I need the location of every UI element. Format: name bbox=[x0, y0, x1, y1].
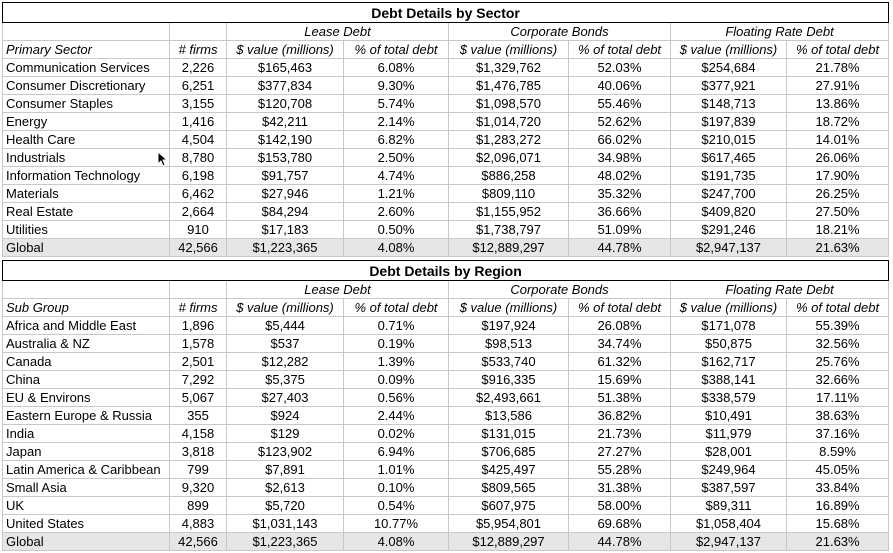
data-cell[interactable]: 8,780 bbox=[170, 149, 227, 167]
data-cell[interactable]: 3,818 bbox=[170, 443, 227, 461]
data-cell[interactable]: $5,720 bbox=[227, 497, 344, 515]
data-cell[interactable]: 9,320 bbox=[170, 479, 227, 497]
table-row bbox=[3, 149, 889, 167]
data-cell[interactable]: $2,493,661 bbox=[449, 389, 569, 407]
data-cell[interactable]: $13,586 bbox=[449, 407, 569, 425]
sector-header-cell[interactable]: # firms bbox=[170, 41, 227, 59]
total-cell[interactable]: $2,947,137 bbox=[671, 533, 787, 551]
row-label-cell[interactable]: Industrials bbox=[3, 149, 170, 167]
data-cell[interactable]: 32.66% bbox=[787, 371, 889, 389]
data-cell[interactable]: 51.38% bbox=[569, 389, 671, 407]
data-cell[interactable]: $153,780 bbox=[227, 149, 344, 167]
row-label-cell[interactable]: Consumer Discretionary bbox=[3, 77, 170, 95]
region-title[interactable]: Debt Details by Region bbox=[3, 261, 889, 281]
data-cell[interactable]: $409,820 bbox=[671, 203, 787, 221]
region-header-cell[interactable]: % of total debt bbox=[344, 299, 449, 317]
table-row bbox=[3, 131, 889, 149]
data-cell[interactable]: $5,375 bbox=[227, 371, 344, 389]
data-cell[interactable]: 1.21% bbox=[344, 185, 449, 203]
data-cell[interactable]: $131,015 bbox=[449, 425, 569, 443]
data-cell[interactable]: 6,198 bbox=[170, 167, 227, 185]
data-cell[interactable]: $27,403 bbox=[227, 389, 344, 407]
total-cell[interactable]: 42,566 bbox=[170, 239, 227, 257]
table-row bbox=[3, 95, 889, 113]
total-cell[interactable]: 4.08% bbox=[344, 533, 449, 551]
sector-header-cell[interactable]: % of total debt bbox=[569, 41, 671, 59]
data-cell[interactable]: 34.98% bbox=[569, 149, 671, 167]
data-cell[interactable]: $2,096,071 bbox=[449, 149, 569, 167]
data-cell[interactable]: $28,001 bbox=[671, 443, 787, 461]
row-label-cell[interactable]: China bbox=[3, 371, 170, 389]
data-cell[interactable]: 55.28% bbox=[569, 461, 671, 479]
table-row bbox=[3, 113, 889, 131]
data-cell[interactable]: $142,190 bbox=[227, 131, 344, 149]
data-cell[interactable]: 355 bbox=[170, 407, 227, 425]
sector-header-cell[interactable]: Primary Sector bbox=[3, 41, 170, 59]
data-cell[interactable]: 69.68% bbox=[569, 515, 671, 533]
region-header-cell[interactable]: $ value (millions) bbox=[671, 299, 787, 317]
data-cell[interactable]: 34.74% bbox=[569, 335, 671, 353]
region-table bbox=[2, 260, 889, 551]
data-cell[interactable]: $809,110 bbox=[449, 185, 569, 203]
data-cell[interactable]: 17.11% bbox=[787, 389, 889, 407]
data-cell[interactable]: $5,444 bbox=[227, 317, 344, 335]
total-cell[interactable]: 21.63% bbox=[787, 239, 889, 257]
total-cell[interactable]: $1,223,365 bbox=[227, 239, 344, 257]
total-cell[interactable]: $1,223,365 bbox=[227, 533, 344, 551]
data-cell[interactable]: $809,565 bbox=[449, 479, 569, 497]
table-row bbox=[3, 497, 889, 515]
data-cell[interactable]: $886,258 bbox=[449, 167, 569, 185]
data-cell[interactable]: 1.01% bbox=[344, 461, 449, 479]
data-cell[interactable]: 27.50% bbox=[787, 203, 889, 221]
data-cell[interactable]: 33.84% bbox=[787, 479, 889, 497]
table-row bbox=[3, 167, 889, 185]
data-cell[interactable]: $425,497 bbox=[449, 461, 569, 479]
sector-group-blank[interactable] bbox=[170, 23, 227, 41]
table-row bbox=[3, 77, 889, 95]
data-cell[interactable]: 21.78% bbox=[787, 59, 889, 77]
data-cell[interactable]: $210,015 bbox=[671, 131, 787, 149]
row-label-cell[interactable]: Eastern Europe & Russia bbox=[3, 407, 170, 425]
sector-group-lease[interactable]: Lease Debt bbox=[227, 23, 449, 41]
data-cell[interactable]: $388,141 bbox=[671, 371, 787, 389]
region-group-blank[interactable] bbox=[170, 281, 227, 299]
data-cell[interactable]: $12,282 bbox=[227, 353, 344, 371]
data-cell[interactable]: 48.02% bbox=[569, 167, 671, 185]
data-cell[interactable]: $1,058,404 bbox=[671, 515, 787, 533]
data-cell[interactable]: 51.09% bbox=[569, 221, 671, 239]
table-row bbox=[3, 389, 889, 407]
row-label-cell[interactable]: India bbox=[3, 425, 170, 443]
data-cell[interactable]: 6.08% bbox=[344, 59, 449, 77]
data-cell[interactable]: 15.69% bbox=[569, 371, 671, 389]
data-cell[interactable]: 26.06% bbox=[787, 149, 889, 167]
sector-header-row bbox=[3, 41, 889, 59]
data-cell[interactable]: 52.62% bbox=[569, 113, 671, 131]
data-cell[interactable]: $1,098,570 bbox=[449, 95, 569, 113]
sector-group-blank[interactable] bbox=[3, 23, 170, 41]
data-cell[interactable]: $27,946 bbox=[227, 185, 344, 203]
data-cell[interactable]: $1,738,797 bbox=[449, 221, 569, 239]
data-cell[interactable]: 6.94% bbox=[344, 443, 449, 461]
row-label-cell[interactable]: Consumer Staples bbox=[3, 95, 170, 113]
data-cell[interactable]: 2,664 bbox=[170, 203, 227, 221]
data-cell[interactable]: 4,883 bbox=[170, 515, 227, 533]
data-cell[interactable]: 9.30% bbox=[344, 77, 449, 95]
data-cell[interactable]: $387,597 bbox=[671, 479, 787, 497]
data-cell[interactable]: $148,713 bbox=[671, 95, 787, 113]
data-cell[interactable]: 4.74% bbox=[344, 167, 449, 185]
table-row bbox=[3, 461, 889, 479]
data-cell[interactable]: 58.00% bbox=[569, 497, 671, 515]
region-group-blank[interactable] bbox=[3, 281, 170, 299]
region-header-cell[interactable]: $ value (millions) bbox=[449, 299, 569, 317]
data-cell[interactable]: $123,902 bbox=[227, 443, 344, 461]
data-cell[interactable]: 16.89% bbox=[787, 497, 889, 515]
total-row bbox=[3, 533, 889, 551]
region-header-row bbox=[3, 299, 889, 317]
sector-group-floating[interactable]: Floating Rate Debt bbox=[671, 23, 889, 41]
data-cell[interactable]: 6,251 bbox=[170, 77, 227, 95]
total-cell[interactable]: $2,947,137 bbox=[671, 239, 787, 257]
data-cell[interactable]: $247,700 bbox=[671, 185, 787, 203]
table-row bbox=[3, 335, 889, 353]
sector-title[interactable]: Debt Details by Sector bbox=[3, 3, 889, 23]
data-cell[interactable]: 26.08% bbox=[569, 317, 671, 335]
data-cell[interactable]: 55.46% bbox=[569, 95, 671, 113]
data-cell[interactable]: 0.71% bbox=[344, 317, 449, 335]
data-cell[interactable]: $91,757 bbox=[227, 167, 344, 185]
data-cell[interactable]: $377,921 bbox=[671, 77, 787, 95]
region-title-row bbox=[3, 261, 889, 281]
data-cell[interactable]: 38.63% bbox=[787, 407, 889, 425]
region-group-row bbox=[3, 281, 889, 299]
region-group-bonds[interactable]: Corporate Bonds bbox=[449, 281, 671, 299]
data-cell[interactable]: 2.60% bbox=[344, 203, 449, 221]
data-cell[interactable]: $533,740 bbox=[449, 353, 569, 371]
total-cell[interactable]: 4.08% bbox=[344, 239, 449, 257]
data-cell[interactable]: 6.82% bbox=[344, 131, 449, 149]
row-label-cell[interactable]: Small Asia bbox=[3, 479, 170, 497]
table-row bbox=[3, 185, 889, 203]
data-cell[interactable]: $7,891 bbox=[227, 461, 344, 479]
row-label-cell[interactable]: EU & Environs bbox=[3, 389, 170, 407]
data-cell[interactable]: 45.05% bbox=[787, 461, 889, 479]
row-label-cell[interactable]: Information Technology bbox=[3, 167, 170, 185]
table-row bbox=[3, 407, 889, 425]
data-cell[interactable]: 37.16% bbox=[787, 425, 889, 443]
total-cell[interactable]: $12,889,297 bbox=[449, 239, 569, 257]
data-cell[interactable]: 4,504 bbox=[170, 131, 227, 149]
total-row bbox=[3, 239, 889, 257]
data-cell[interactable]: 2,226 bbox=[170, 59, 227, 77]
row-label-cell[interactable]: Health Care bbox=[3, 131, 170, 149]
data-cell[interactable]: $84,294 bbox=[227, 203, 344, 221]
data-cell[interactable]: $98,513 bbox=[449, 335, 569, 353]
row-label-cell[interactable]: Africa and Middle East bbox=[3, 317, 170, 335]
sector-header-cell[interactable]: $ value (millions) bbox=[449, 41, 569, 59]
data-cell[interactable]: 55.39% bbox=[787, 317, 889, 335]
region-header-cell[interactable]: % of total debt bbox=[569, 299, 671, 317]
row-label-cell[interactable]: Canada bbox=[3, 353, 170, 371]
data-cell[interactable]: 1.39% bbox=[344, 353, 449, 371]
data-cell[interactable]: 3,155 bbox=[170, 95, 227, 113]
sector-group-row bbox=[3, 23, 889, 41]
sector-header-cell[interactable]: $ value (millions) bbox=[671, 41, 787, 59]
data-cell[interactable]: 27.27% bbox=[569, 443, 671, 461]
data-cell[interactable]: 18.21% bbox=[787, 221, 889, 239]
data-cell[interactable]: 2.50% bbox=[344, 149, 449, 167]
data-cell[interactable]: 1,416 bbox=[170, 113, 227, 131]
sector-title-row bbox=[3, 3, 889, 23]
mouse-pointer-icon bbox=[157, 151, 167, 167]
data-cell[interactable]: $120,708 bbox=[227, 95, 344, 113]
data-cell[interactable]: $537 bbox=[227, 335, 344, 353]
data-cell[interactable]: 0.50% bbox=[344, 221, 449, 239]
region-header-cell[interactable]: $ value (millions) bbox=[227, 299, 344, 317]
data-cell[interactable]: $17,183 bbox=[227, 221, 344, 239]
region-header-cell[interactable]: Sub Group bbox=[3, 299, 170, 317]
table-row bbox=[3, 515, 889, 533]
row-label-cell[interactable]: Real Estate bbox=[3, 203, 170, 221]
data-cell[interactable]: 36.66% bbox=[569, 203, 671, 221]
total-cell[interactable]: 44.78% bbox=[569, 533, 671, 551]
data-cell[interactable]: 0.09% bbox=[344, 371, 449, 389]
region-header-cell[interactable]: % of total debt bbox=[787, 299, 889, 317]
data-cell[interactable]: $191,735 bbox=[671, 167, 787, 185]
table-row bbox=[3, 371, 889, 389]
total-cell[interactable]: $12,889,297 bbox=[449, 533, 569, 551]
total-cell[interactable]: 42,566 bbox=[170, 533, 227, 551]
table-row bbox=[3, 221, 889, 239]
data-cell[interactable]: $377,834 bbox=[227, 77, 344, 95]
data-cell[interactable]: 5.74% bbox=[344, 95, 449, 113]
data-cell[interactable]: 15.68% bbox=[787, 515, 889, 533]
data-cell[interactable]: $197,924 bbox=[449, 317, 569, 335]
data-cell[interactable]: $249,964 bbox=[671, 461, 787, 479]
row-label-cell[interactable]: Utilities bbox=[3, 221, 170, 239]
data-cell[interactable]: 25.76% bbox=[787, 353, 889, 371]
data-cell[interactable]: 8.59% bbox=[787, 443, 889, 461]
table-row bbox=[3, 203, 889, 221]
sector-group-bonds[interactable]: Corporate Bonds bbox=[449, 23, 671, 41]
row-label-cell[interactable]: UK bbox=[3, 497, 170, 515]
data-cell[interactable]: 2.44% bbox=[344, 407, 449, 425]
sector-header-cell[interactable]: % of total debt bbox=[344, 41, 449, 59]
data-cell[interactable]: $11,979 bbox=[671, 425, 787, 443]
table-row bbox=[3, 479, 889, 497]
data-cell[interactable]: $50,875 bbox=[671, 335, 787, 353]
region-group-lease[interactable]: Lease Debt bbox=[227, 281, 449, 299]
data-cell[interactable]: $1,031,143 bbox=[227, 515, 344, 533]
data-cell[interactable]: 1,578 bbox=[170, 335, 227, 353]
data-cell[interactable]: 61.32% bbox=[569, 353, 671, 371]
data-cell[interactable]: $165,463 bbox=[227, 59, 344, 77]
data-cell[interactable]: $617,465 bbox=[671, 149, 787, 167]
data-cell[interactable]: 0.56% bbox=[344, 389, 449, 407]
data-cell[interactable]: 1,896 bbox=[170, 317, 227, 335]
data-cell[interactable]: 13.86% bbox=[787, 95, 889, 113]
data-cell[interactable]: $2,613 bbox=[227, 479, 344, 497]
data-cell[interactable]: $1,155,952 bbox=[449, 203, 569, 221]
table-row bbox=[3, 353, 889, 371]
total-cell[interactable]: 44.78% bbox=[569, 239, 671, 257]
data-cell[interactable]: 899 bbox=[170, 497, 227, 515]
data-cell[interactable]: 2.14% bbox=[344, 113, 449, 131]
data-cell[interactable]: 32.56% bbox=[787, 335, 889, 353]
region-header-cell[interactable]: # firms bbox=[170, 299, 227, 317]
spreadsheet bbox=[2, 2, 888, 551]
data-cell[interactable]: 6,462 bbox=[170, 185, 227, 203]
total-label-cell[interactable]: Global bbox=[3, 533, 170, 551]
table-row bbox=[3, 59, 889, 77]
row-label-cell[interactable]: Communication Services bbox=[3, 59, 170, 77]
row-label-cell[interactable]: Japan bbox=[3, 443, 170, 461]
row-label-cell[interactable]: Latin America & Caribbean bbox=[3, 461, 170, 479]
data-cell[interactable]: $197,839 bbox=[671, 113, 787, 131]
data-cell[interactable]: $5,954,801 bbox=[449, 515, 569, 533]
data-cell[interactable]: $42,211 bbox=[227, 113, 344, 131]
data-cell[interactable]: $291,246 bbox=[671, 221, 787, 239]
data-cell[interactable]: 799 bbox=[170, 461, 227, 479]
data-cell[interactable]: 31.38% bbox=[569, 479, 671, 497]
data-cell[interactable]: $162,717 bbox=[671, 353, 787, 371]
table-row bbox=[3, 425, 889, 443]
data-cell[interactable]: $924 bbox=[227, 407, 344, 425]
data-cell[interactable]: $1,014,720 bbox=[449, 113, 569, 131]
data-cell[interactable]: $1,283,272 bbox=[449, 131, 569, 149]
data-cell[interactable]: 0.02% bbox=[344, 425, 449, 443]
total-label-cell[interactable]: Global bbox=[3, 239, 170, 257]
data-cell[interactable]: $1,329,762 bbox=[449, 59, 569, 77]
data-cell[interactable]: 0.19% bbox=[344, 335, 449, 353]
data-cell[interactable]: 14.01% bbox=[787, 131, 889, 149]
data-cell[interactable]: 40.06% bbox=[569, 77, 671, 95]
data-cell[interactable]: 7,292 bbox=[170, 371, 227, 389]
data-cell[interactable]: $706,685 bbox=[449, 443, 569, 461]
data-cell[interactable]: $10,491 bbox=[671, 407, 787, 425]
sector-header-cell[interactable]: $ value (millions) bbox=[227, 41, 344, 59]
data-cell[interactable]: $254,684 bbox=[671, 59, 787, 77]
data-cell[interactable]: $916,335 bbox=[449, 371, 569, 389]
row-label-cell[interactable]: Australia & NZ bbox=[3, 335, 170, 353]
data-cell[interactable]: $171,078 bbox=[671, 317, 787, 335]
data-cell[interactable]: 17.90% bbox=[787, 167, 889, 185]
data-cell[interactable]: $338,579 bbox=[671, 389, 787, 407]
data-cell[interactable]: 2,501 bbox=[170, 353, 227, 371]
region-group-floating[interactable]: Floating Rate Debt bbox=[671, 281, 889, 299]
data-cell[interactable]: 26.25% bbox=[787, 185, 889, 203]
data-cell[interactable]: 52.03% bbox=[569, 59, 671, 77]
data-cell[interactable]: 66.02% bbox=[569, 131, 671, 149]
data-cell[interactable]: 5,067 bbox=[170, 389, 227, 407]
data-cell[interactable]: $129 bbox=[227, 425, 344, 443]
data-cell[interactable]: 10.77% bbox=[344, 515, 449, 533]
row-label-cell[interactable]: Energy bbox=[3, 113, 170, 131]
data-cell[interactable]: 21.73% bbox=[569, 425, 671, 443]
data-cell[interactable]: 18.72% bbox=[787, 113, 889, 131]
table-row bbox=[3, 443, 889, 461]
data-cell[interactable]: 0.54% bbox=[344, 497, 449, 515]
data-cell[interactable]: 0.10% bbox=[344, 479, 449, 497]
data-cell[interactable]: $1,476,785 bbox=[449, 77, 569, 95]
data-cell[interactable]: 4,158 bbox=[170, 425, 227, 443]
data-cell[interactable]: 36.82% bbox=[569, 407, 671, 425]
row-label-cell[interactable]: United States bbox=[3, 515, 170, 533]
sector-header-cell[interactable]: % of total debt bbox=[787, 41, 889, 59]
table-row bbox=[3, 317, 889, 335]
data-cell[interactable]: 35.32% bbox=[569, 185, 671, 203]
sector-table bbox=[2, 2, 889, 257]
data-cell[interactable]: 910 bbox=[170, 221, 227, 239]
data-cell[interactable]: $607,975 bbox=[449, 497, 569, 515]
data-cell[interactable]: 27.91% bbox=[787, 77, 889, 95]
row-label-cell[interactable]: Materials bbox=[3, 185, 170, 203]
total-cell[interactable]: 21.63% bbox=[787, 533, 889, 551]
data-cell[interactable]: $89,311 bbox=[671, 497, 787, 515]
